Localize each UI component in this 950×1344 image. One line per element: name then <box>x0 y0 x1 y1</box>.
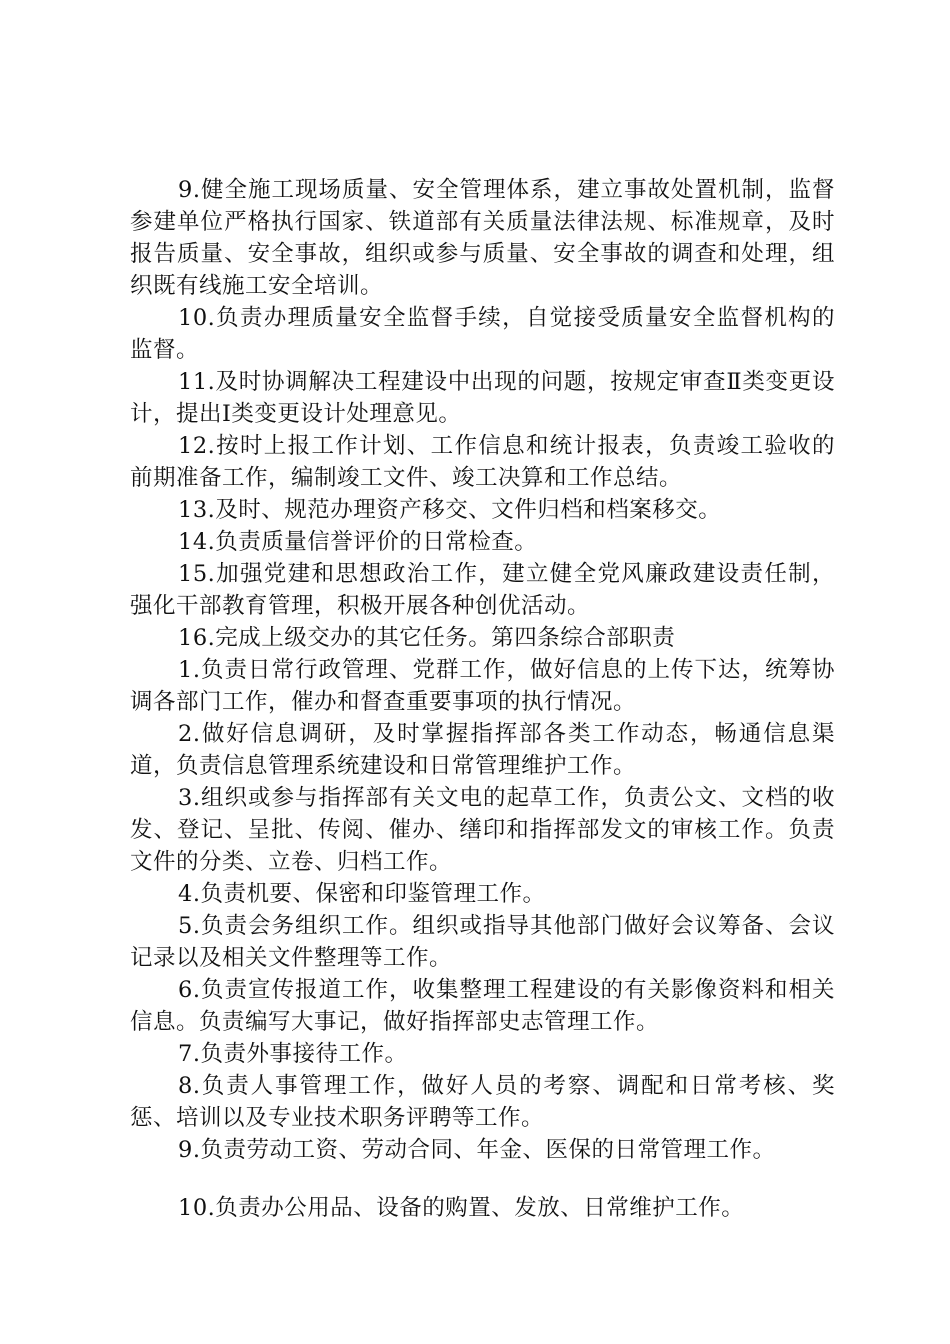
paragraph-credit-evaluation: 14.负责质量信誉评价的日常检查。 <box>178 529 538 555</box>
paragraph-information-research: 2.做好信息调研，及时掌握指挥部各类工作动态，畅通信息渠道，负责信息管理系统建设和日常管理维护工作。 <box>130 721 835 779</box>
paragraph-design-changes: 11.及时协调解决工程建设中出现的问题，按规定审查Ⅱ类变更设计，提出Ⅰ类变更设计处理意见。 <box>130 369 835 427</box>
paragraph-reporting: 12.按时上报工作计划、工作信息和统计报表，负责竣工验收的前期准备工作，编制竣工文件、竣工决算和工作总结。 <box>130 433 835 491</box>
paragraph-other-tasks: 16.完成上级交办的其它任务。第四条综合部职责 <box>178 625 676 651</box>
paragraph-quality-safety-system: 9.健全施工现场质量、安全管理体系，建立事故处置机制，监督参建单位严格执行国家、铁道部有关质量法律法规、标准规章，及时报告质量、安全事故，组织或参与质量、安全事故的调查和处理，组织既有线施工安全培训。 <box>130 177 835 299</box>
paragraph-spacer <box>130 1166 835 1192</box>
paragraph-administration: 1.负责日常行政管理、党群工作，做好信息的上传下达，统筹协调各部门工作，催办和督查重要事项的执行情况。 <box>130 657 835 715</box>
paragraph-asset-transfer: 13.及时、规范办理资产移交、文件归档和档案移交。 <box>178 497 722 523</box>
paragraph-personnel: 8.负责人事管理工作，做好人员的考察、调配和日常考核、奖惩、培训以及专业技术职务评聘等工作。 <box>130 1073 835 1131</box>
document-body <box>130 174 835 1224</box>
paragraph-document-handling: 3.组织或参与指挥部有关文电的起草工作，负责公文、文档的收发、登记、呈批、传阅、催办、缮印和指挥部发文的审核工作。负责文件的分类、立卷、归档工作。 <box>130 785 835 875</box>
paragraph-confidentiality: 4.负责机要、保密和印鉴管理工作。 <box>178 881 546 907</box>
paragraph-publicity: 6.负责宣传报道工作，收集整理工程建设的有关影像资料和相关信息。负责编写大事记，做好指挥部史志管理工作。 <box>130 977 835 1035</box>
paragraph-office-supplies: 10.负责办公用品、设备的购置、发放、日常维护工作。 <box>178 1195 745 1221</box>
paragraph-meetings: 5.负责会务组织工作。组织或指导其他部门做好会议筹备、会议记录以及相关文件整理等工作。 <box>130 913 835 971</box>
paragraph-party-building: 15.加强党建和思想政治工作，建立健全党风廉政建设责任制，强化干部教育管理，积极开展各种创优活动。 <box>130 561 835 619</box>
paragraph-supervision-procedures: 10.负责办理质量安全监督手续，自觉接受质量安全监督机构的监督。 <box>130 305 835 363</box>
paragraph-foreign-affairs: 7.负责外事接待工作。 <box>178 1041 408 1067</box>
paragraph-labor-wages: 9.负责劳动工资、劳动合同、年金、医保的日常管理工作。 <box>178 1137 776 1163</box>
